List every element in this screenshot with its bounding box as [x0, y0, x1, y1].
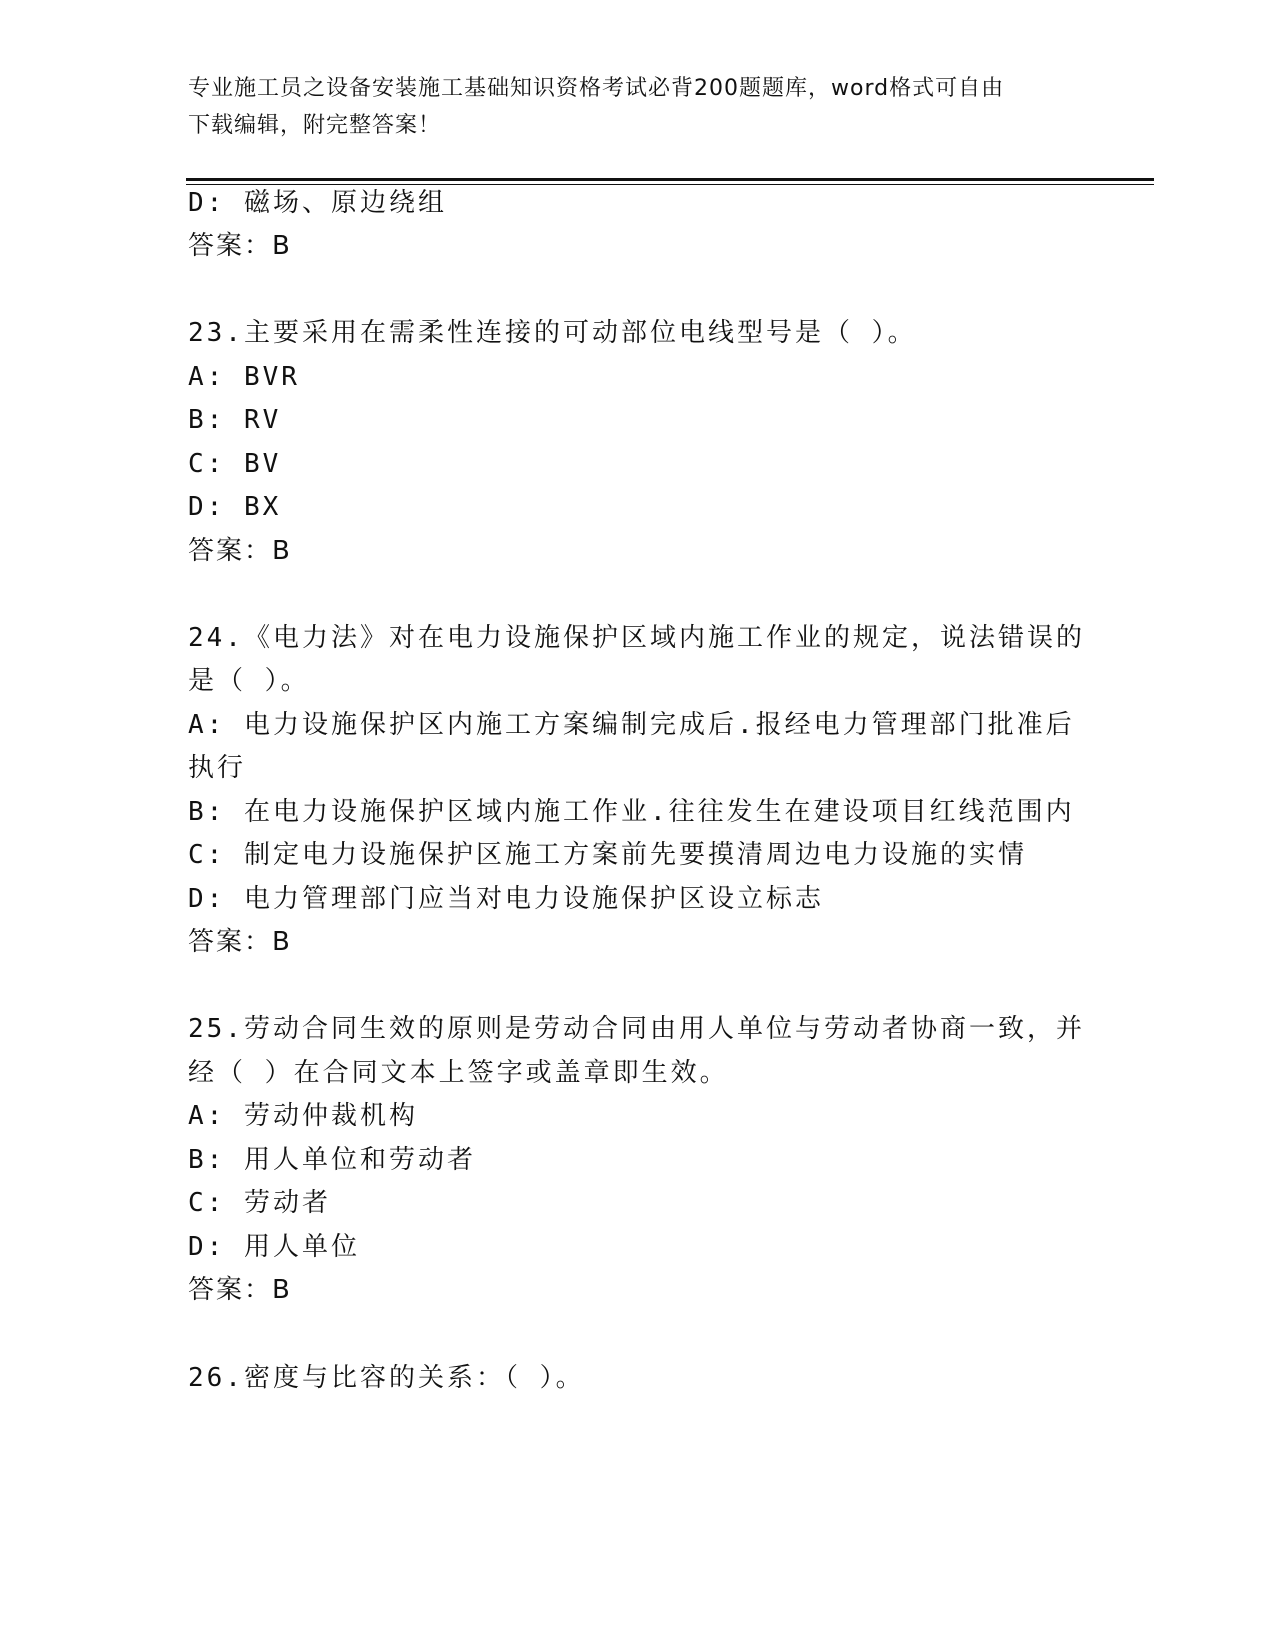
q24-stem-line-1: 24.《电力法》对在电力设施保护区域内施工作业的规定，说法错误的 — [188, 623, 1085, 653]
prev-option-d: D: 磁场、原边绕组 — [188, 188, 447, 218]
q24-answer: 答案：B — [188, 927, 292, 957]
q25-option-c: C: 劳动者 — [188, 1188, 331, 1218]
q23-option-d: D: BX — [188, 492, 282, 522]
q24-option-a-line-1: A: 电力设施保护区内施工方案编制完成后.报经电力管理部门批准后 — [188, 710, 1075, 740]
q25-answer: 答案：B — [188, 1275, 292, 1305]
q23-option-c: C: BV — [188, 449, 282, 479]
q25-stem-line-2: 经（ ）在合同文本上签字或盖章即生效。 — [188, 1058, 729, 1088]
q26-stem: 26.密度与比容的关系：（ ）。 — [188, 1363, 585, 1393]
q24-stem-line-2: 是（ ）。 — [188, 666, 310, 696]
header-divider-thick — [186, 178, 1154, 181]
q24-option-d: D: 电力管理部门应当对电力设施保护区设立标志 — [188, 884, 824, 914]
q25-option-d: D: 用人单位 — [188, 1232, 360, 1262]
header-title-line-1: 专业施工员之设备安装施工基础知识资格考试必背200题题库，word格式可自由 — [188, 76, 1005, 101]
q23-option-b: B: RV — [188, 405, 282, 435]
q25-option-a: A: 劳动仲裁机构 — [188, 1101, 418, 1131]
q24-option-a-line-2: 执行 — [188, 753, 247, 783]
q23-answer: 答案：B — [188, 536, 292, 566]
q23-option-a: A: BVR — [188, 362, 300, 392]
document-header — [188, 70, 1088, 144]
header-title-line-2: 下载编辑，附完整答案！ — [188, 113, 442, 138]
q24-option-c: C: 制定电力设施保护区施工方案前先要摸清周边电力设施的实情 — [188, 840, 1027, 870]
prev-answer: 答案：B — [188, 231, 292, 261]
q23-stem: 23.主要采用在需柔性连接的可动部位电线型号是（ ）。 — [188, 318, 917, 348]
q25-stem-line-1: 25.劳动合同生效的原则是劳动合同由用人单位与劳动者协商一致，并 — [188, 1014, 1085, 1044]
q24-option-b: B: 在电力设施保护区域内施工作业.往往发生在建设项目红线范围内 — [188, 797, 1075, 827]
q25-option-b: B: 用人单位和劳动者 — [188, 1145, 476, 1175]
